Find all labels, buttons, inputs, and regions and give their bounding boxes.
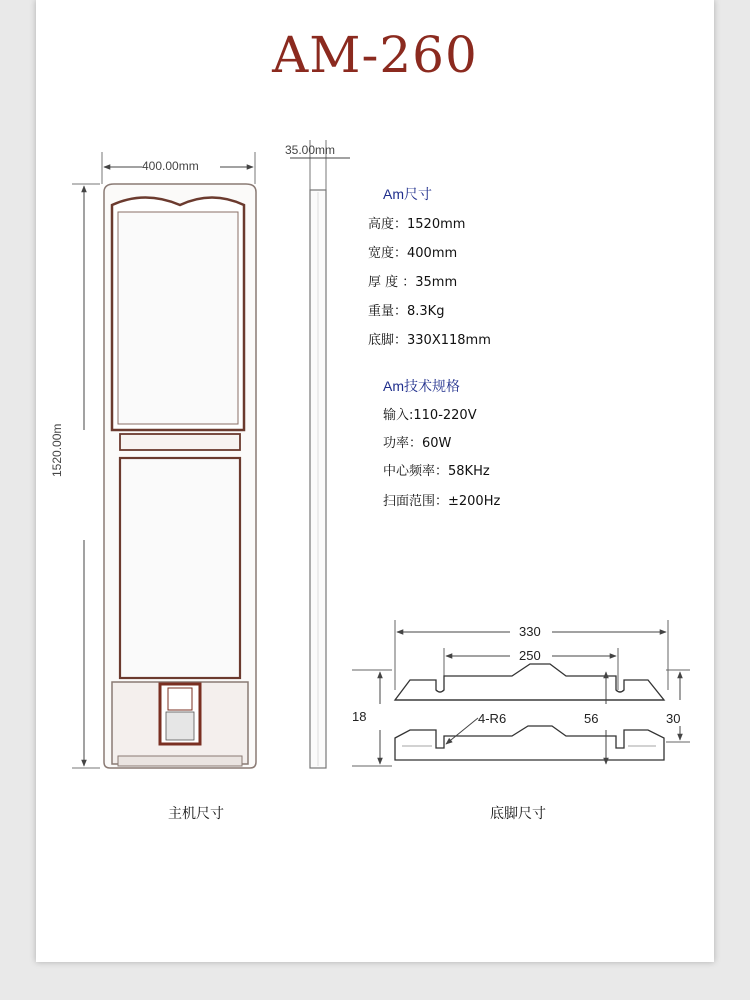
height-label: 1520.00m <box>50 423 64 477</box>
base-drawing <box>352 620 690 766</box>
spec-input: 输入:110-220V <box>383 408 477 423</box>
spec-base: 底脚：330X118mm <box>368 333 491 348</box>
base-inner-label: 250 <box>519 648 541 663</box>
base-radius-label: 4-R6 <box>478 711 507 726</box>
base-right-height-label: 30 <box>666 711 681 726</box>
antenna-front-view <box>104 184 256 768</box>
size-section-title: Am尺寸 <box>383 186 432 202</box>
tech-section-title: Am技术规格 <box>383 378 460 394</box>
base-overall-label: 330 <box>519 624 541 639</box>
spec-thickness: 厚 度 ：35mm <box>368 275 458 290</box>
spec-frequency: 中心频率：58KHz <box>383 464 490 479</box>
spec-height: 高度：1520mm <box>368 217 466 232</box>
width-label: 400.00mm <box>142 159 199 173</box>
height-dimension <box>72 184 100 768</box>
spec-width: 宽度：400mm <box>368 246 458 261</box>
base-caption: 底脚尺寸 <box>490 806 546 822</box>
depth-label: 35.00mm <box>285 143 336 157</box>
product-title: AM-260 <box>272 26 478 84</box>
spec-power: 功率：60W <box>383 436 452 451</box>
base-mid-height-label: 56 <box>584 711 599 726</box>
spec-scan-range: 扫面范围：±200Hz <box>383 494 501 509</box>
antenna-side-view <box>310 190 326 768</box>
spec-weight: 重量：8.3Kg <box>368 304 445 319</box>
base-left-height-label: 18 <box>352 709 367 724</box>
main-unit-caption: 主机尺寸 <box>168 806 224 822</box>
